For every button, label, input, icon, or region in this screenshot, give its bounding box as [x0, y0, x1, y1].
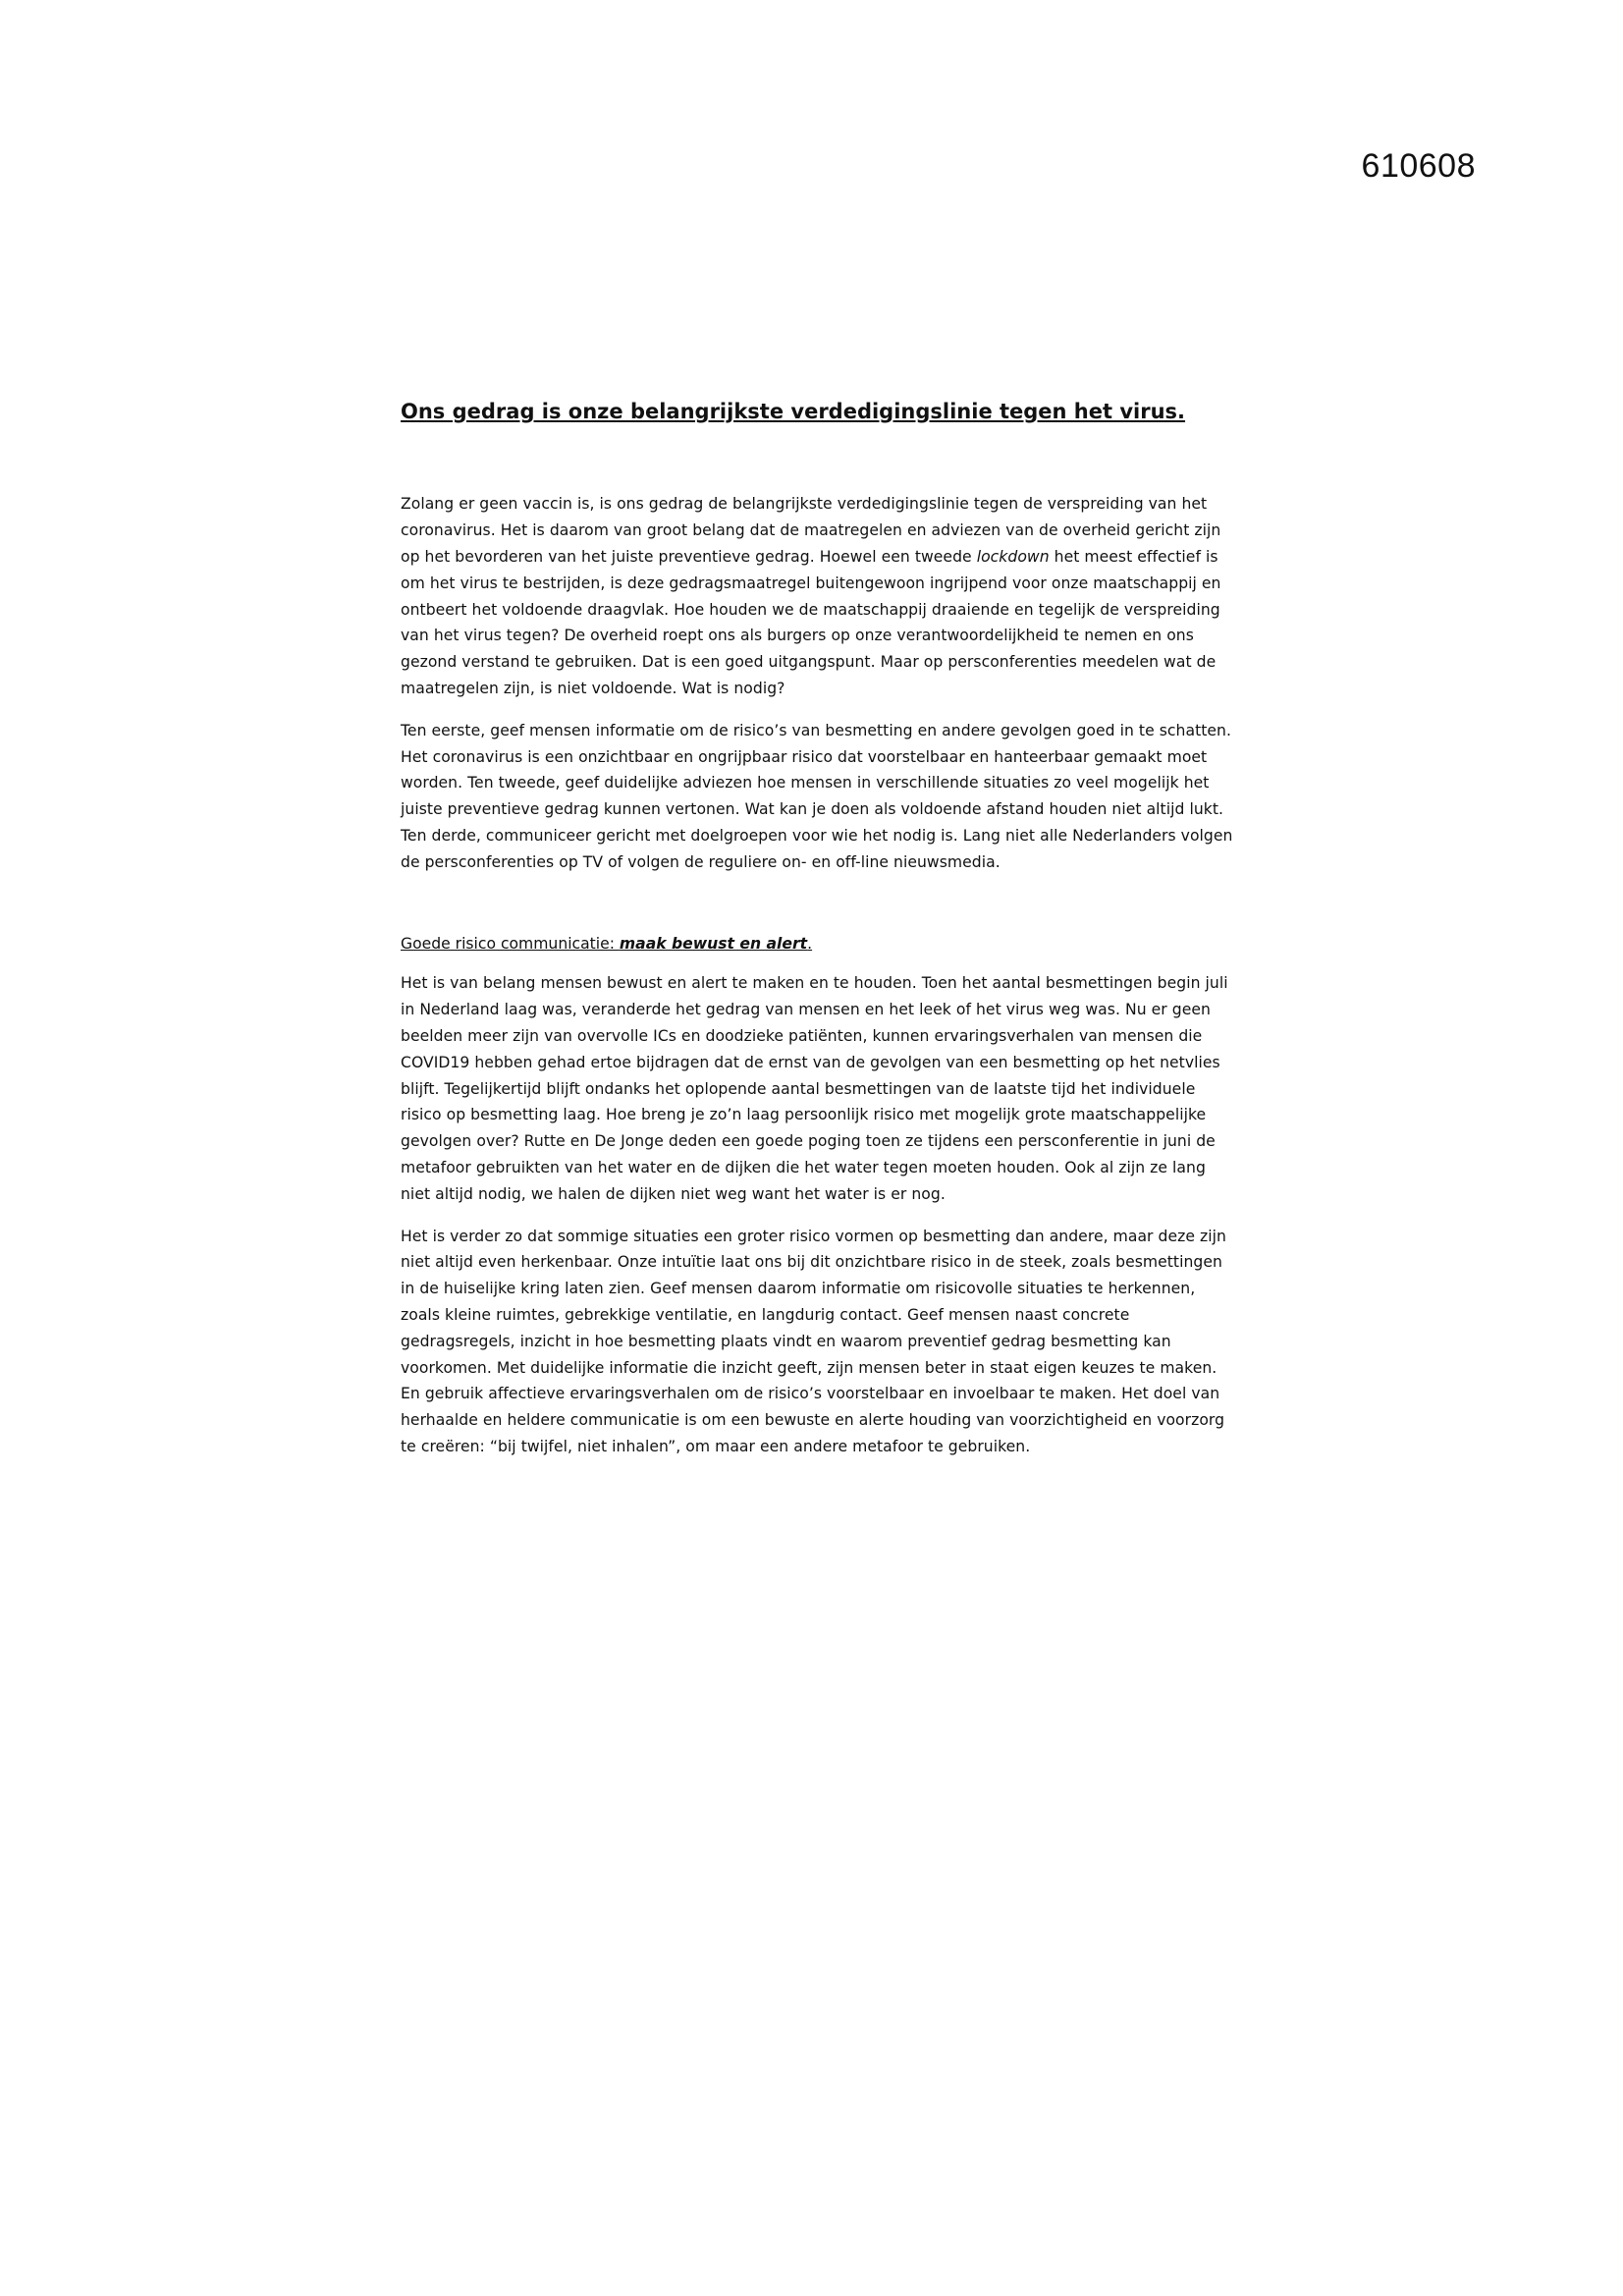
intro-paragraph-1 [401, 491, 1235, 701]
section-paragraph-2: Het is verder zo dat sommige situaties een groter risico vormen op besmetting dan andere, maar deze zijn niet altijd even herkenbaar. Onze intuïtie laat ons bij dit onzichtbare risico in de steek, zoals besmettingen in de huiselijke kring laten zien. Geef mensen daarom informatie om risicovolle situaties te herkennen, zoals kleine ruimtes, gebrekkige ventilatie, en langdurig contact. Geef mensen naast concrete gedragsregels, inzicht in hoe besmetting plaats vindt en waarom preventief gedrag besmetting kan voorkomen. Met duidelijke informatie die inzicht geeft, zijn mensen beter in staat eigen keuzes te maken. En gebruik affectieve ervaringsverhalen om de risico’s voorstelbaar en invoelbaar te maken. Het doel van herhaalde en heldere communicatie is om een bewuste en alerte houding van voorzichtigheid en voorzorg te creëren: “bij twijfel, niet inhalen”, om maar een andere metafoor te gebruiken. [401, 1227, 1226, 1455]
intro-paragraph-1-text-a: Zolang er geen vaccin is, is ons gedrag de belangrijkste verdedigingslinie tegen de verspreiding van het coronavirus. Het is daarom van groot belang dat de maatregelen en adviezen van de overheid gericht zijn op het bevorderen van het juiste preventieve gedrag. Hoewel een tweede [401, 495, 1221, 566]
section-heading [401, 931, 1235, 957]
document-number: 610608 [1361, 147, 1476, 185]
intro-paragraph-1-italic: lockdown [976, 547, 1050, 566]
section-heading-prefix: Goede risico communicatie: [401, 934, 620, 953]
section-heading-suffix: . [807, 934, 813, 953]
intro-paragraph-1-text-b: het meest effectief is om het virus te bestrijden, is deze gedragsmaatregel buitengewoon ingrijpend voor onze maatschappij en ontbeert het voldoende draagvlak. Hoe houden we de maatschappij draaiende en tegelijk de verspreiding van het virus tegen? De overheid roept ons als burgers op onze verantwoordelijkheid te nemen en ons gezond verstand te gebruiken. Dat is een goed uitgangspunt. Maar op persconferenties meedelen wat de maatregelen zijn, is niet voldoende. Wat is nodig? [401, 547, 1221, 697]
intro-paragraph-2: Ten eerste, geef mensen informatie om de risico’s van besmetting en andere gevolgen goed in te schatten. Het coronavirus is een onzichtbaar en ongrijpbaar risico dat voorstelbaar en hanteerbaar gemaakt moet worden. Ten tweede, geef duidelijke adviezen hoe mensen in verschillende situaties zo veel mogelijk het juiste preventieve gedrag kunnen vertonen. Wat kan je doen als voldoende afstand houden niet altijd lukt. Ten derde, communiceer gericht met doelgroepen voor wie het nodig is. Lang niet alle Nederlanders volgen de persconferenties op TV of volgen de reguliere on- en off-line nieuwsmedia. [401, 721, 1233, 871]
section-heading-emphasis: maak bewust en alert [619, 934, 808, 953]
section-paragraph-1: Het is van belang mensen bewust en alert te maken en te houden. Toen het aantal besmettingen begin juli in Nederland laag was, veranderde het gedrag van mensen en het leek of het virus weg was. Nu er geen beelden meer zijn van overvolle ICs en doodzieke patiënten, kunnen ervaringsverhalen van mensen die COVID19 hebben gehad ertoe bijdragen dat de ernst van de gevolgen van een besmetting op het netvlies blijft. Tegelijkertijd blijft ondanks het oplopende aantal besmettingen van de laatste tijd het individuele risico op besmetting laag. Hoe breng je zo’n laag persoonlijk risico met mogelijk grote maatschappelijke gevolgen over? Rutte en De Jonge deden een goede poging toen ze tijdens een persconferentie in juni de metafoor gebruikten van het water en de dijken die het water tegen moeten houden. Ook al zijn ze lang niet altijd nodig, we halen de dijken niet weg want het water is er nog. [401, 974, 1228, 1203]
document-body [401, 398, 1235, 1476]
page-title: Ons gedrag is onze belangrijkste verdedigingslinie tegen het virus. [401, 400, 1186, 423]
